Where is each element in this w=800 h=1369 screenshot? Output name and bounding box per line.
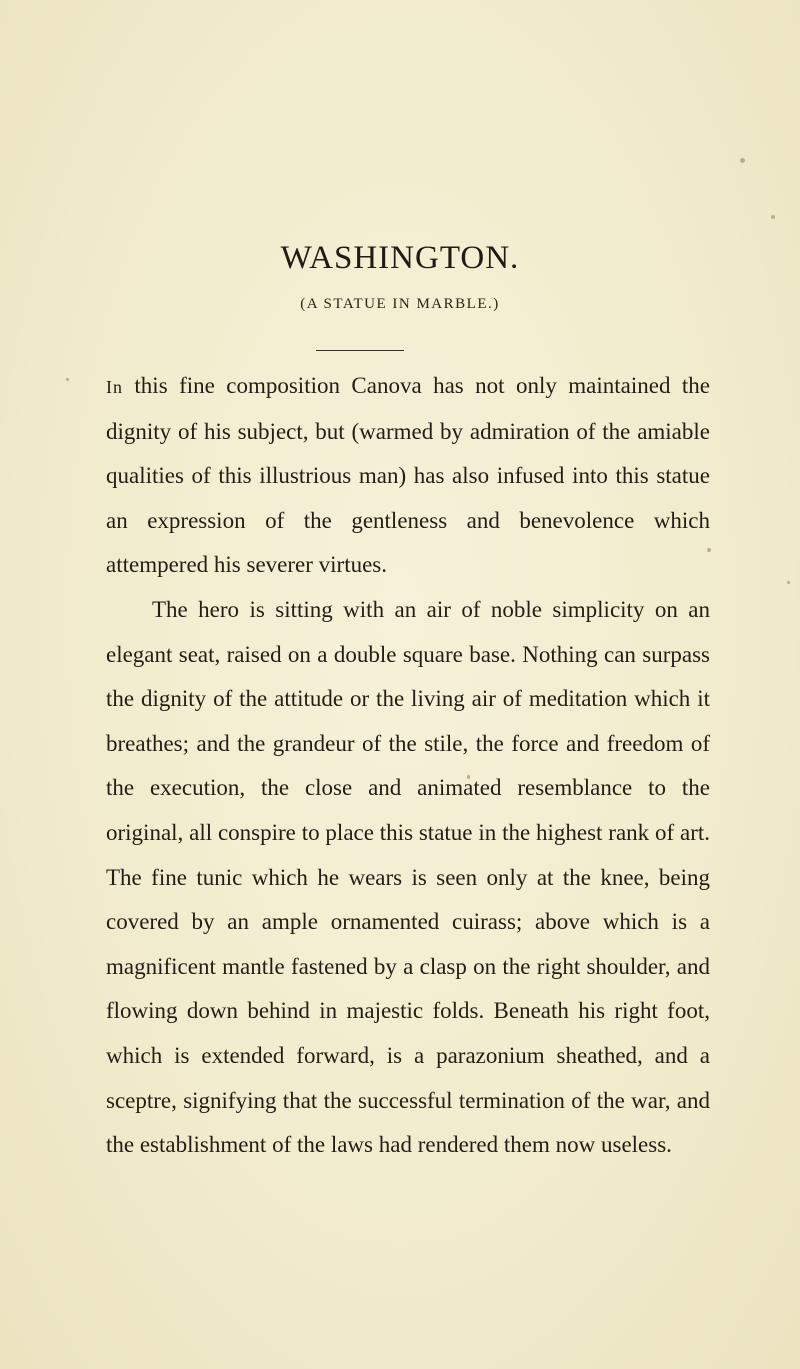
paragraph-1 bbox=[106, 364, 710, 588]
drop-lead: In bbox=[106, 377, 123, 397]
paper-speck bbox=[787, 581, 790, 584]
page-subtitle: (A STATUE IN MARBLE.) bbox=[300, 296, 500, 312]
paragraph-1-text: this fine composition Canova has not only maintained the dignity of his subject, but (warmed by admiration of the amiable qualities of this illustrious man) has also infused into this statue an expression of the gentleness and benevolence which attempered his severer virtues. bbox=[106, 373, 710, 578]
paper-speck bbox=[740, 158, 745, 163]
paper-speck bbox=[771, 215, 775, 219]
paragraph-2: The hero is sitting with an air of noble simplicity on an elegant seat, raised on a double square base. Nothing can surpass the dignity of the attitude or the living air of meditation which it breathes; and the grandeur of the stile, the force and freedom of the execution, the close and animated resemblance to the original, all conspire to place this statue in the highest rank of art. The fine tunic which he wears is seen only at the knee, being covered by an ample ornamented cuirass; above which is a magnificent mantle fastened by a clasp on the right shoulder, and flowing down behind in majestic folds. Beneath his right foot, which is extended forward, is a parazonium sheathed, and a sceptre, signifying that the successful termination of the war, and the establishment of the laws had rendered them now useless. bbox=[106, 596, 710, 1158]
divider bbox=[316, 350, 404, 351]
body-text bbox=[106, 364, 710, 1168]
page-title: WASHINGTON. bbox=[280, 240, 520, 276]
paper-speck bbox=[66, 378, 69, 381]
